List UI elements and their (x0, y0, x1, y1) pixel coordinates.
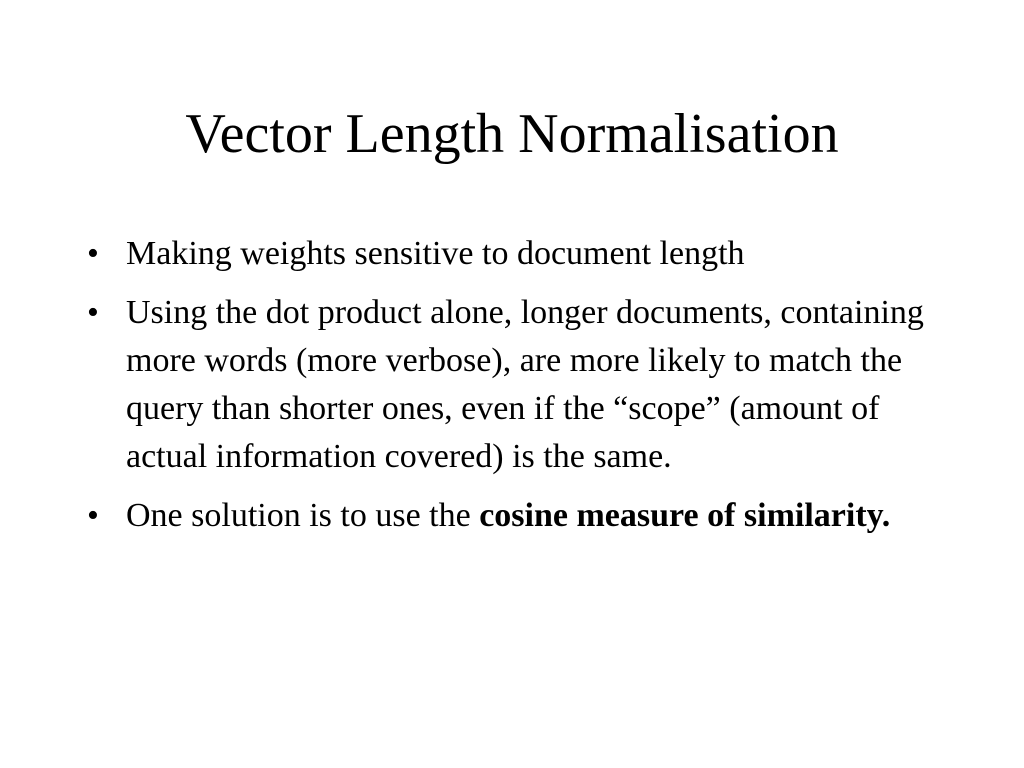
bullet-marker: • (87, 497, 99, 534)
slide-title: Vector Length Normalisation (185, 103, 839, 165)
bullet-item-dot-product (80, 289, 960, 481)
bullet-text: One solution is to use the (126, 497, 480, 534)
bullet-bold-term: cosine measure of similarity. (479, 497, 891, 534)
bullet-list (80, 230, 960, 551)
bullet-text: Making weights sensitive to document length (126, 235, 745, 272)
bullet-item-cosine-solution (80, 492, 960, 540)
bullet-marker: • (87, 235, 99, 272)
bullet-text: Using the dot product alone, longer documents, containing more words (more verbose), are more likely to match the query than shorter ones, even if the “scope” (amount of actual information covered) is the same. (126, 294, 924, 475)
bullet-item-document-length (80, 230, 960, 278)
bullet-marker: • (87, 294, 99, 331)
